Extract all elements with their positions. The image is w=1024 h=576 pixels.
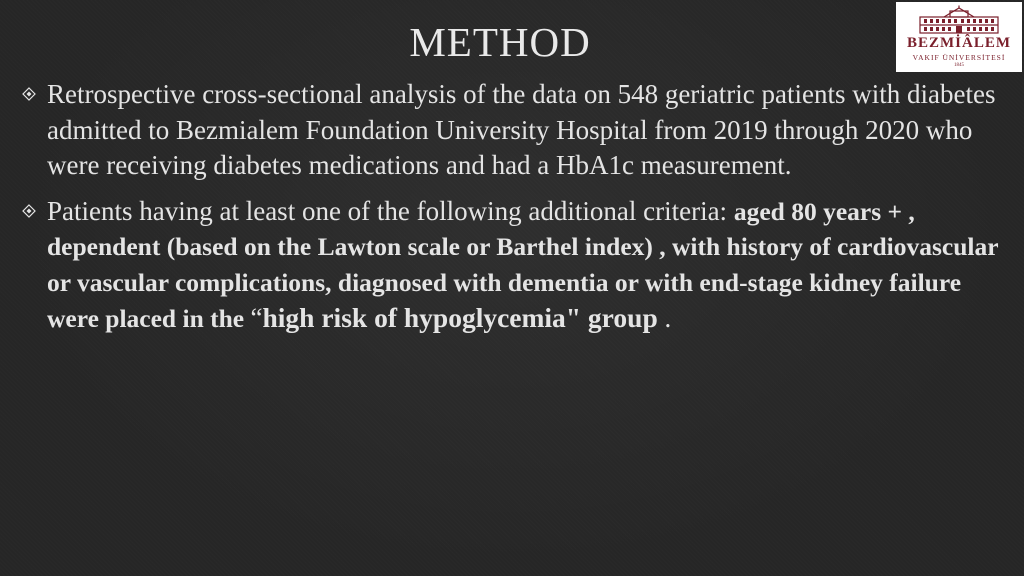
logo-subtitle: VAKIF ÜNİVERSİTESİ (912, 53, 1006, 62)
sentence-end: . (657, 303, 672, 333)
risk-group-label: high risk of hypoglycemia" group (262, 302, 658, 333)
criteria-intro: Patients having at least one of the following additional criteria: (47, 195, 734, 226)
bullet-text: Retrospective cross-sectional analysis of the data on 548 geriatric patients with diabetes admitted to Bezmialem Foundation University Hospital from 2019 through 2020 who were receiving diabetes medications and had a HbA1c measurement. (47, 79, 996, 180)
bullet-text (47, 194, 1012, 337)
bullet-item (22, 77, 1012, 184)
criteria-list: aged 80 years + , dependent (based on the Lawton scale or Barthel index) , with history of cardiovascular or vascular complications, diagnosed with dementia or with end-stage kidney failure were placed in the (47, 196, 999, 333)
slide-title: METHOD (409, 19, 591, 65)
bullet-item (22, 194, 1012, 337)
logo-year: 1845 (954, 63, 964, 68)
university-logo (896, 2, 1022, 72)
open-quote: “ (250, 303, 263, 333)
building-icon (918, 5, 1000, 35)
diamond-bullet-icon (22, 87, 36, 101)
diamond-bullet-icon (22, 204, 36, 218)
bullet-list (22, 77, 1012, 347)
logo-name: BEZMİÂLEM (906, 35, 1011, 51)
